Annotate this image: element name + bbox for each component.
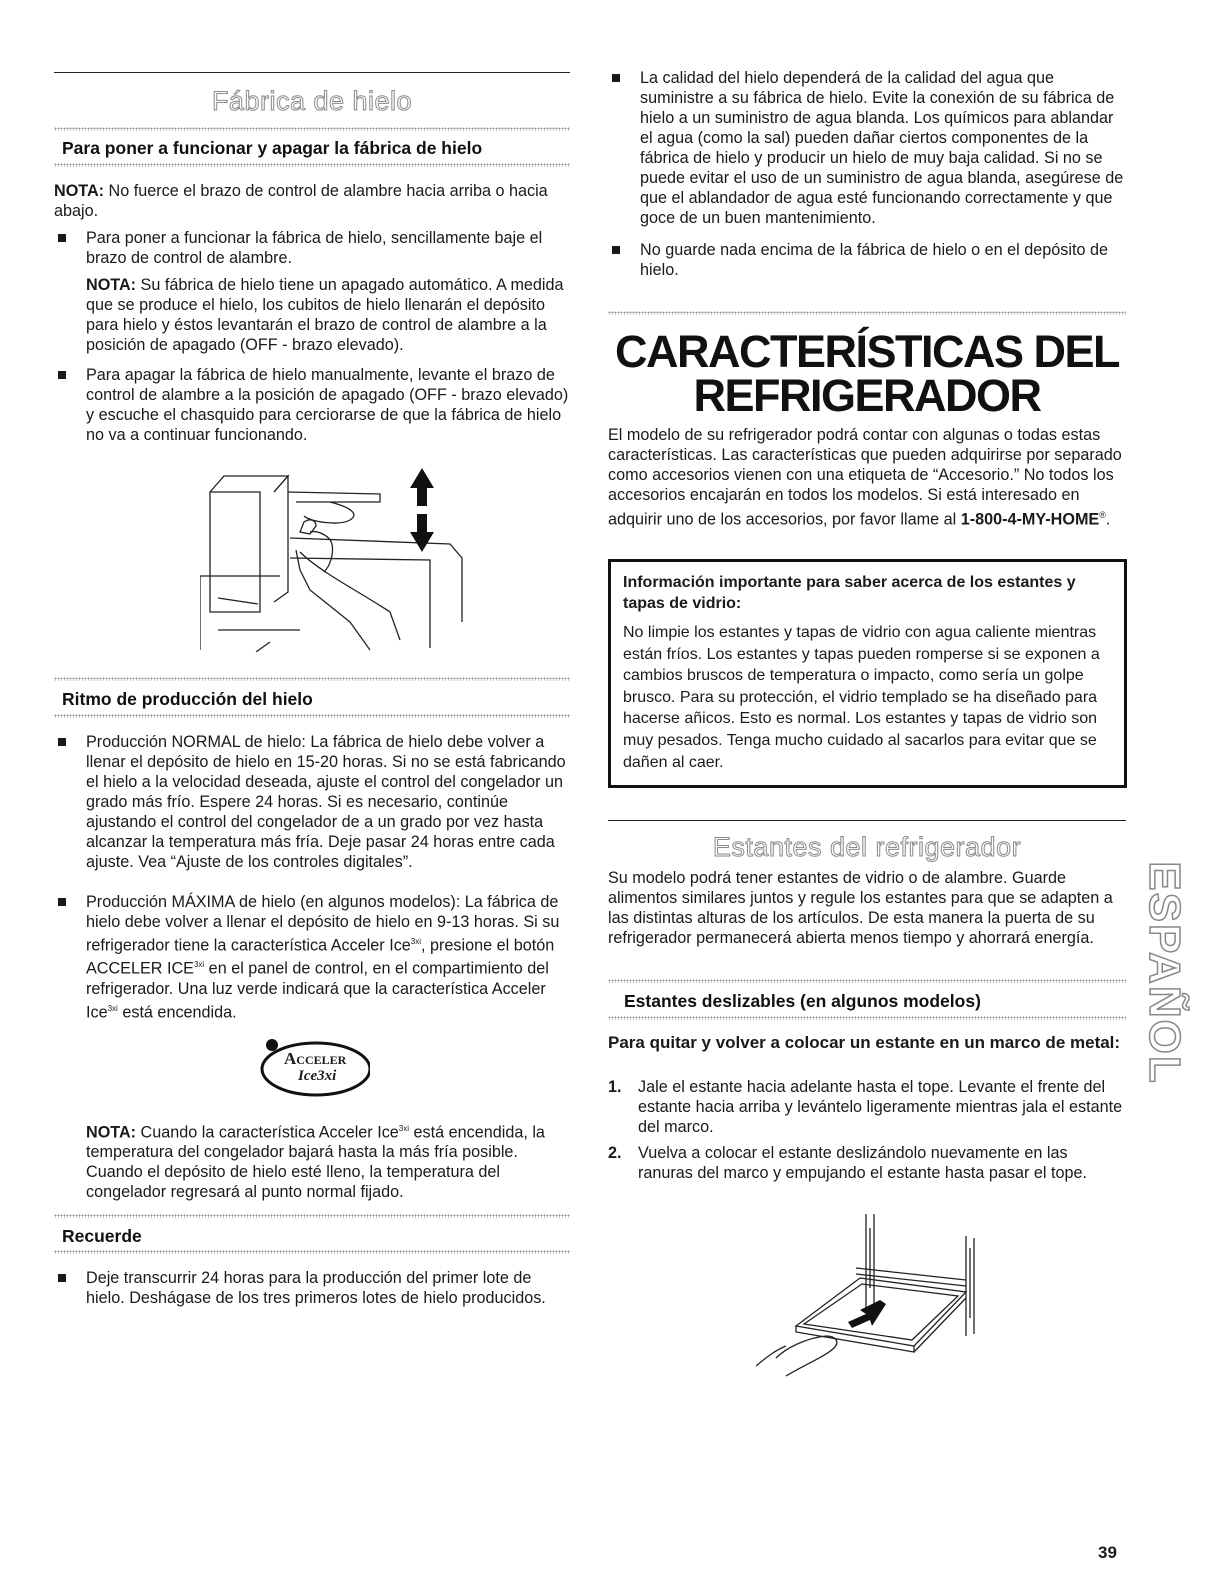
acceler-ice-logo — [258, 1035, 370, 1097]
bullet-icon — [58, 1274, 66, 1282]
note-paragraph: NOTA: Cuando la característica Acceler Ice$^{3xi}$ está encendida, la temperatura del congelador bajará hasta la más fría posible. Cuando el depósito de hielo esté lleno, la temperatura del congelador regresará al punto normal fijado. — [86, 1123, 545, 1202]
note-paragraph — [54, 181, 570, 221]
top-rule — [54, 72, 570, 73]
ice-maker-illustration — [200, 462, 470, 652]
steps-list — [608, 1077, 1126, 1183]
bullet-icon — [58, 898, 66, 906]
dotted-rule — [608, 1016, 1126, 1020]
list-item: No guarde nada encima de la fábrica de hielo o en el depósito de hielo. — [608, 240, 1126, 280]
bullet-list — [54, 365, 570, 445]
list-item: 1. Jale el estante hacia adelante hasta el tope. Levante el frente del estante hacia arriba y levántelo ligeramente mientras jala el estante del marco. — [608, 1078, 1123, 1136]
box-text: No limpie los estantes y tapas de vidrio con agua caliente mientras están fríos. Los estantes y tapas pueden romperse si se exponen a cambios bruscos de temperatura o impacto, como sería un golpe brusco. Para su protección, el vidrio templado se ha diseñado para hacerse añicos. Esto es normal. Los estantes y tapas de vidrio son muy pesados. Tenga mucho cuidado al sacarlos para evitar que se dañen al caer. — [623, 624, 1100, 771]
section-title-shelves: Estantes del refrigerador — [712, 832, 1022, 862]
subheading-remember: Recuerde — [62, 1226, 142, 1246]
bullet-list — [608, 68, 1126, 280]
list-item: Para apagar la fábrica de hielo manualmente, levante el brazo de control de alambre a la posición de apagado (OFF - brazo elevado) y escuche el chasquido para cerciorarse de que la fábrica de hielo no va a continuar funcionando. — [54, 365, 570, 445]
bullet-list — [54, 228, 570, 268]
note-paragraph — [86, 275, 570, 355]
dotted-rule — [54, 1214, 570, 1218]
language-side-tab — [1140, 818, 1189, 1118]
section-title-ice-maker: Fábrica de hielo — [211, 86, 413, 116]
box-heading: Información importante para saber acerca de los estantes y tapas de vidrio: — [623, 574, 1076, 612]
subheading-sliding-shelves: Estantes deslizables (en algunos modelos) — [624, 991, 981, 1011]
dotted-rule — [608, 311, 1126, 315]
important-info-box — [608, 559, 1127, 788]
page-title — [608, 326, 1126, 421]
note-text: Su fábrica de hielo tiene un apagado automático. A medida que se produce el hielo, los cubitos de hielo llenarán el depósito para hielo y éstos levantarán el brazo de control de alambre a la posición de apagado (OFF - brazo elevado). — [86, 276, 564, 354]
note-label: NOTA: — [86, 1123, 137, 1142]
note-label: NOTA: — [54, 182, 105, 200]
page-title-line-1: CARACTERÍSTICAS DEL — [614, 326, 1119, 377]
bullet-list — [54, 732, 570, 1022]
dotted-rule — [608, 979, 1126, 983]
logo-line-1: Acceler — [284, 1049, 347, 1068]
dotted-rule — [54, 127, 570, 131]
note-label: NOTA: — [86, 276, 137, 294]
logo-line-2: Ice3xi — [298, 1068, 337, 1084]
page-number: 39 — [1098, 1543, 1117, 1562]
note-text: No fuerce el brazo de control de alambre hacia arriba o hacia abajo. — [54, 182, 548, 220]
list-item: Producción MÁXIMA de hielo (en algunos modelos): La fábrica de hielo debe volver a llenar el depósito de hielo en 9-13 horas. Si su refrigerador tiene la característica Acceler Ice$^{3xi}$, presione el botón ACCELER $ICE^{3xi}$ en el panel de control, en el compartimiento del refrigerador. Una luz verde indicará que la característica Acceler Ice$^{3xi}$ está encendida. — [54, 892, 570, 1022]
subheading-production-rate: Ritmo de producción del hielo — [62, 689, 313, 709]
list-item: Deje transcurrir 24 horas para la producción del primer lote de hielo. Deshágase de los tres primeros lotes de hielo producidos. — [54, 1268, 570, 1308]
step-number: 1. — [608, 1078, 622, 1096]
page-title-line-2: REFRIGERADOR — [693, 370, 1041, 421]
side-tab-label: ESPAÑOL — [1140, 861, 1189, 1085]
dotted-rule — [54, 714, 570, 718]
phone-number: 1-800-4-MY-HOME — [960, 510, 1100, 529]
bullet-icon — [58, 234, 66, 242]
intro-paragraph: El modelo de su refrigerador podrá contar con algunas o todas estas características. Las características que pueden adquirirse por separado como accesorios vienen con una etiqueta de “Accesorio.” No todos los accesorios encajarán en todos los modelos. Si está interesado en adquirir uno de los accesorios, por favor llame al 1-800-4-MY-HOME®. — [608, 426, 1122, 529]
list-item: Para poner a funcionar la fábrica de hielo, sencillamente baje el brazo de control de alambre. — [54, 228, 570, 268]
bullet-icon — [58, 371, 66, 379]
dotted-rule — [54, 677, 570, 681]
bullet-list — [54, 1268, 570, 1308]
bullet-icon — [612, 74, 620, 82]
bullet-icon — [612, 246, 620, 254]
subheading-remove-shelf: Para quitar y volver a colocar un estante en un marco de metal: — [608, 1033, 1121, 1052]
shelf-illustration — [756, 1208, 996, 1378]
section-rule — [608, 820, 1126, 821]
dotted-rule — [54, 163, 570, 167]
step-number: 2. — [608, 1144, 622, 1162]
list-item: 2. Vuelva a colocar el estante deslizándolo nuevamente en las ranuras del marco y empujando el estante hasta pasar el tope. — [608, 1144, 1088, 1182]
subheading-on-off: Para poner a funcionar y apagar la fábrica de hielo — [62, 138, 483, 158]
list-item: Producción NORMAL de hielo: La fábrica de hielo debe volver a llenar el depósito de hielo en 15-20 horas. Si no se está fabricando el hielo a la velocidad deseada, ajuste el control del congelador un grado más frío. Espere 24 horas. Si es necesario, continúe ajustando el control del congelador de a un grado por vez hasta alcanzar la temperatura más fría. Deje pasar 24 horas entre cada ajuste. Vea “Ajuste de los controles digitales”. — [54, 732, 570, 872]
shelves-paragraph: Su modelo podrá tener estantes de vidrio o de alambre. Guarde alimentos similares juntos y regule los estantes para que se adapten a las distintas alturas de los artículos. De esta manera la puerta de su refrigerador permanecerá abierta menos tiempo y ahorrará energía. — [608, 869, 1113, 947]
list-item: La calidad del hielo dependerá de la calidad del agua que suministre a su fábrica de hielo. Evite la conexión de su fábrica de hielo a un suministro de agua blanda. Los químicos para ablandar el agua (como la sal) pueden dañar ciertos componentes de la fábrica de hielo y producir un hielo de muy baja calidad. Si no se puede evitar el uso de un suministro de agua blanda, asegúrese de que el ablandador de agua esté funcionando correctamente y que goce de un buen mantenimiento. — [608, 68, 1126, 228]
bullet-icon — [58, 738, 66, 746]
dotted-rule — [54, 1250, 570, 1254]
